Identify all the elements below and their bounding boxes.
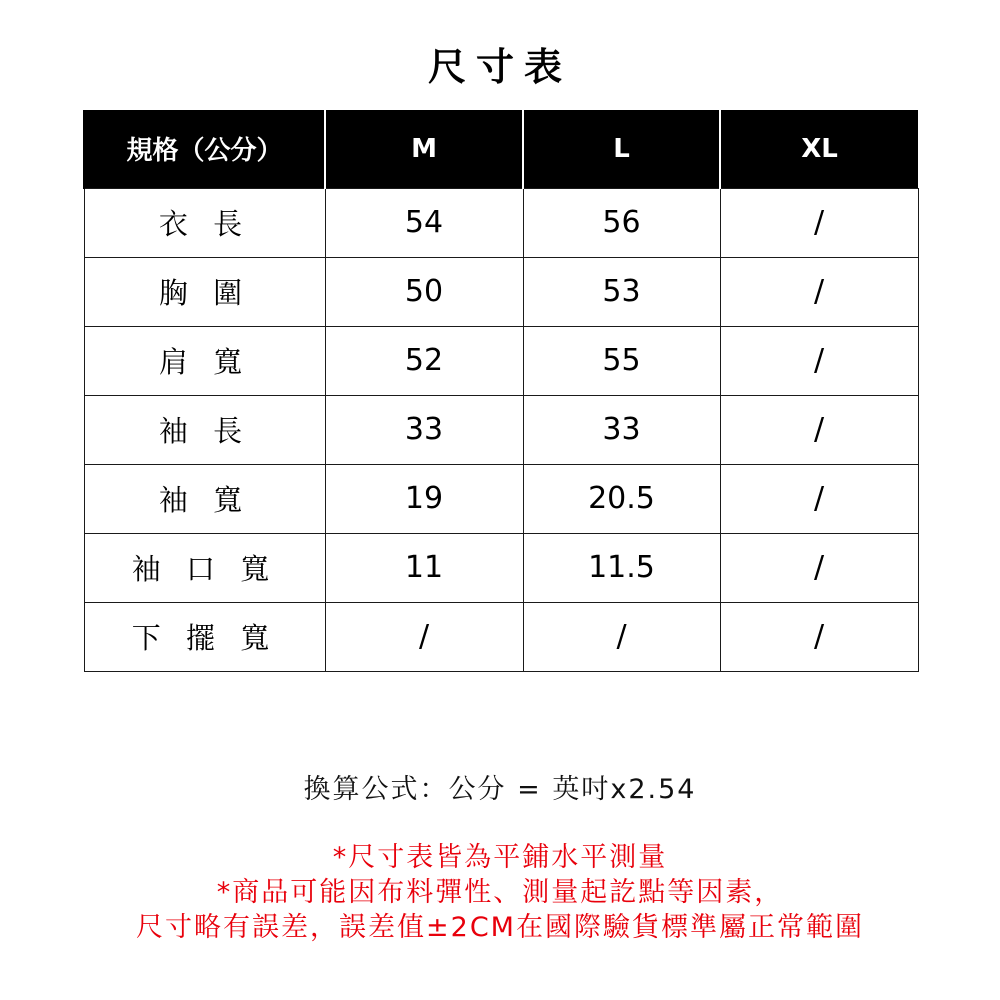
cell-l: 33 bbox=[523, 395, 720, 464]
table-row bbox=[84, 602, 918, 671]
header-row bbox=[84, 110, 918, 188]
cell-xl: / bbox=[720, 188, 918, 257]
table-row bbox=[84, 533, 918, 602]
page-title: 尺寸表 bbox=[427, 45, 572, 89]
table-row bbox=[84, 395, 918, 464]
cell-xl: / bbox=[720, 395, 918, 464]
conversion-formula: 換算公式：公分 = 英吋x2.54 bbox=[303, 774, 697, 805]
table-row bbox=[84, 188, 918, 257]
cell-m: 54 bbox=[325, 188, 523, 257]
table-row bbox=[84, 464, 918, 533]
cell-xl: / bbox=[720, 257, 918, 326]
note-line: *尺寸表皆為平鋪水平測量 bbox=[332, 842, 668, 873]
table-row bbox=[84, 257, 918, 326]
header-size-l: L bbox=[523, 110, 720, 188]
cell-xl: / bbox=[720, 533, 918, 602]
size-table bbox=[83, 110, 919, 672]
cell-l: / bbox=[523, 602, 720, 671]
table-header bbox=[84, 110, 918, 188]
cell-m: / bbox=[325, 602, 523, 671]
cell-xl: / bbox=[720, 602, 918, 671]
note-line: *商品可能因布料彈性、測量起訖點等因素， bbox=[216, 877, 784, 908]
row-label: 胸 圍 bbox=[84, 257, 325, 326]
cell-xl: / bbox=[720, 464, 918, 533]
cell-m: 50 bbox=[325, 257, 523, 326]
cell-l: 53 bbox=[523, 257, 720, 326]
cell-xl: / bbox=[720, 326, 918, 395]
cell-l: 20.5 bbox=[523, 464, 720, 533]
row-label: 衣 長 bbox=[84, 188, 325, 257]
cell-m: 11 bbox=[325, 533, 523, 602]
row-label: 袖 寬 bbox=[84, 464, 325, 533]
cell-l: 11.5 bbox=[523, 533, 720, 602]
row-label: 袖 口 寬 bbox=[84, 533, 325, 602]
header-spec: 規格（公分） bbox=[84, 110, 325, 188]
header-size-xl: XL bbox=[720, 110, 918, 188]
table-row bbox=[84, 326, 918, 395]
cell-m: 19 bbox=[325, 464, 523, 533]
measurement-notes bbox=[0, 840, 1000, 945]
row-label: 袖 長 bbox=[84, 395, 325, 464]
cell-l: 55 bbox=[523, 326, 720, 395]
cell-m: 33 bbox=[325, 395, 523, 464]
header-size-m: M bbox=[325, 110, 523, 188]
row-label: 下 擺 寬 bbox=[84, 602, 325, 671]
cell-m: 52 bbox=[325, 326, 523, 395]
note-line: 尺寸略有誤差，誤差值±2CM在國際驗貨標準屬正常範圍 bbox=[136, 912, 864, 943]
cell-l: 56 bbox=[523, 188, 720, 257]
table-body bbox=[84, 188, 918, 671]
row-label: 肩 寬 bbox=[84, 326, 325, 395]
